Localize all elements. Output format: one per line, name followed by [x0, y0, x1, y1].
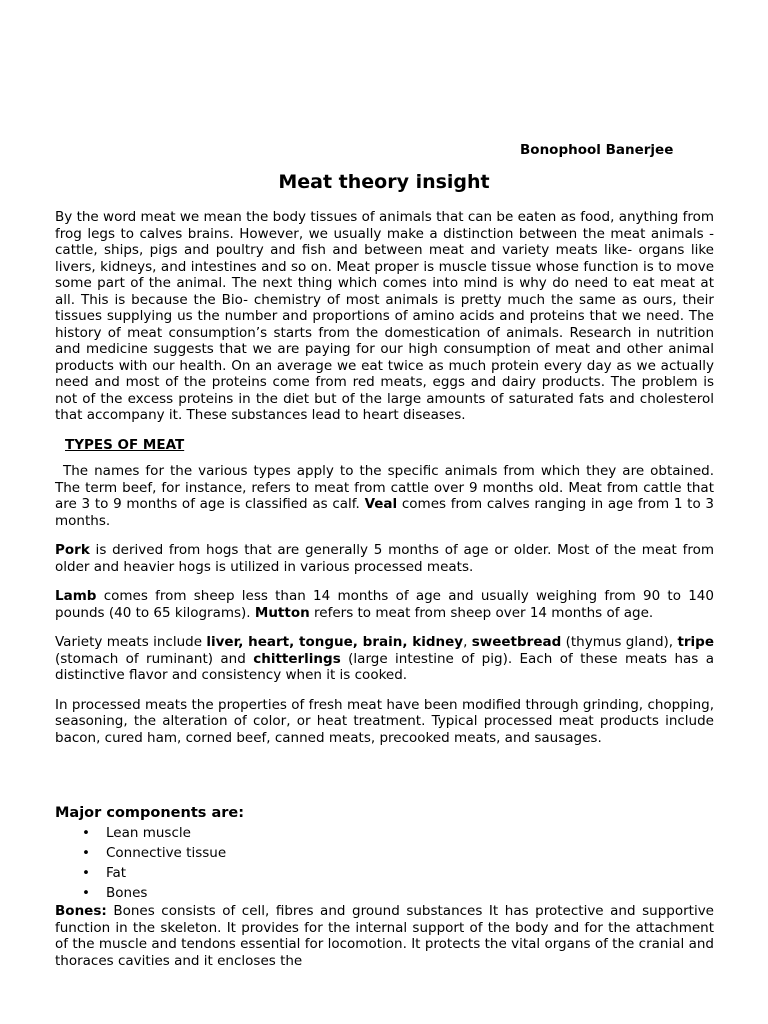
lamb-paragraph — [55, 588, 714, 621]
bones-paragraph — [55, 903, 714, 969]
pork-paragraph — [55, 542, 714, 575]
document-body — [55, 209, 714, 969]
list-item — [82, 843, 714, 863]
text-span: is derived from hogs that are generally 5 months of age or older. Most of the meat from older and heavier hogs is utilized in various processed meats. — [55, 542, 714, 575]
list-item-label: Connective tissue — [106, 845, 227, 861]
bullet-icon: • — [82, 885, 90, 901]
list-item-label: Lean muscle — [106, 825, 191, 841]
text-span: Bones consists of cell, fibres and ground substances It has protective and supportive function in the skeleton. It provides for the internal support of the body and for the attachment of the muscle and tendons essential for locomotion. It protects the vital organs of the cranial and thoraces cavities and it encloses the — [55, 903, 714, 969]
list-item — [82, 823, 714, 843]
meat-names-paragraph — [55, 463, 714, 529]
author-name: Bonophool Banerjee — [520, 142, 674, 158]
document-title: Meat theory insight — [278, 171, 490, 193]
intro-paragraph: By the word meat we mean the body tissues of animals that can be eaten as food, anything from frog legs to calves brains. However, we usually make a distinction between the meat animals -cattle, ships, pigs and poultry and fish and between meat and variety meats like- organs like livers, kidneys, and intestines and so on. Meat proper is muscle tissue whose function is to move some part of the animal. The next thing which comes into mind is why do need to eat meat at all. This is because the Bio- chemistry of most animals is pretty much the same as ours, their tissues supplying us the number and proportions of amino acids and proteins that we need. The history of meat consumption’s starts from the domestication of animals. Research in nutrition and medicine suggests that we are paying for our high consumption of meat and other animal products with our health. On an average we eat twice as much protein every day as we actually need and most of the proteins come from red meats, eggs and dairy products. The problem is not of the excess proteins in the diet but of the large amounts of saturated fats and cholesterol that accompany it. These substances lead to heart diseases. — [55, 209, 714, 423]
text-span: comes from sheep less than 14 months of age and usually weighing from 90 to 140 pounds (40 to 65 kilograms). — [55, 588, 714, 621]
text-span: The names for the various types apply to the specific animals from which they are obtained. The term beef, for instance, refers to meat from cattle over 9 months old. Meat from cattle that are 3 to 9 months of age is classified as calf. — [55, 463, 714, 512]
list-item-label: Bones — [106, 885, 148, 901]
text-span: (stomach of ruminant) and — [55, 650, 254, 667]
types-of-meat-heading: TYPES OF MEAT — [65, 436, 185, 453]
pork-term: Pork — [55, 542, 90, 558]
processed-meats-paragraph: In processed meats the properties of fresh meat have been modified through grinding, chopping, seasoning, the alteration of color, or heat treatment. Typical processed meat products include bacon, cured ham, corned beef, canned meats, precooked meats, and sausages. — [55, 696, 714, 746]
chitterlings-term: chitterlings — [253, 650, 341, 667]
text-span: comes from calves ranging in age from 1 to 3 months. — [55, 496, 715, 529]
text-span: refers to meat from sheep over 14 months of age. — [309, 604, 654, 621]
variety-meats-paragraph — [55, 634, 714, 684]
lamb-term: Lamb — [55, 588, 97, 604]
organs-term: liver, heart, tongue, brain, kidney — [206, 634, 464, 650]
text-span: Variety meats include — [55, 634, 207, 650]
bullet-icon: • — [82, 845, 90, 861]
list-item-label: Fat — [106, 865, 127, 881]
mutton-term: Mutton — [254, 604, 310, 621]
major-components-heading: Major components are: — [55, 805, 245, 821]
bullet-icon: • — [82, 865, 90, 881]
text-span: (thymus gland), — [561, 634, 678, 650]
text-span: , — [463, 634, 472, 650]
list-item — [82, 883, 714, 903]
bullet-icon: • — [82, 825, 90, 841]
sweetbread-term: sweetbread — [471, 634, 562, 650]
bones-term: Bones: — [55, 903, 107, 919]
veal-term: Veal — [364, 496, 398, 512]
list-item — [82, 863, 714, 883]
text-span: (large intestine of pig). Each of these meats has a distinctive flavor and consistency when it is cooked. — [55, 650, 714, 683]
components-list — [55, 823, 714, 903]
tripe-term: tripe — [677, 634, 714, 650]
